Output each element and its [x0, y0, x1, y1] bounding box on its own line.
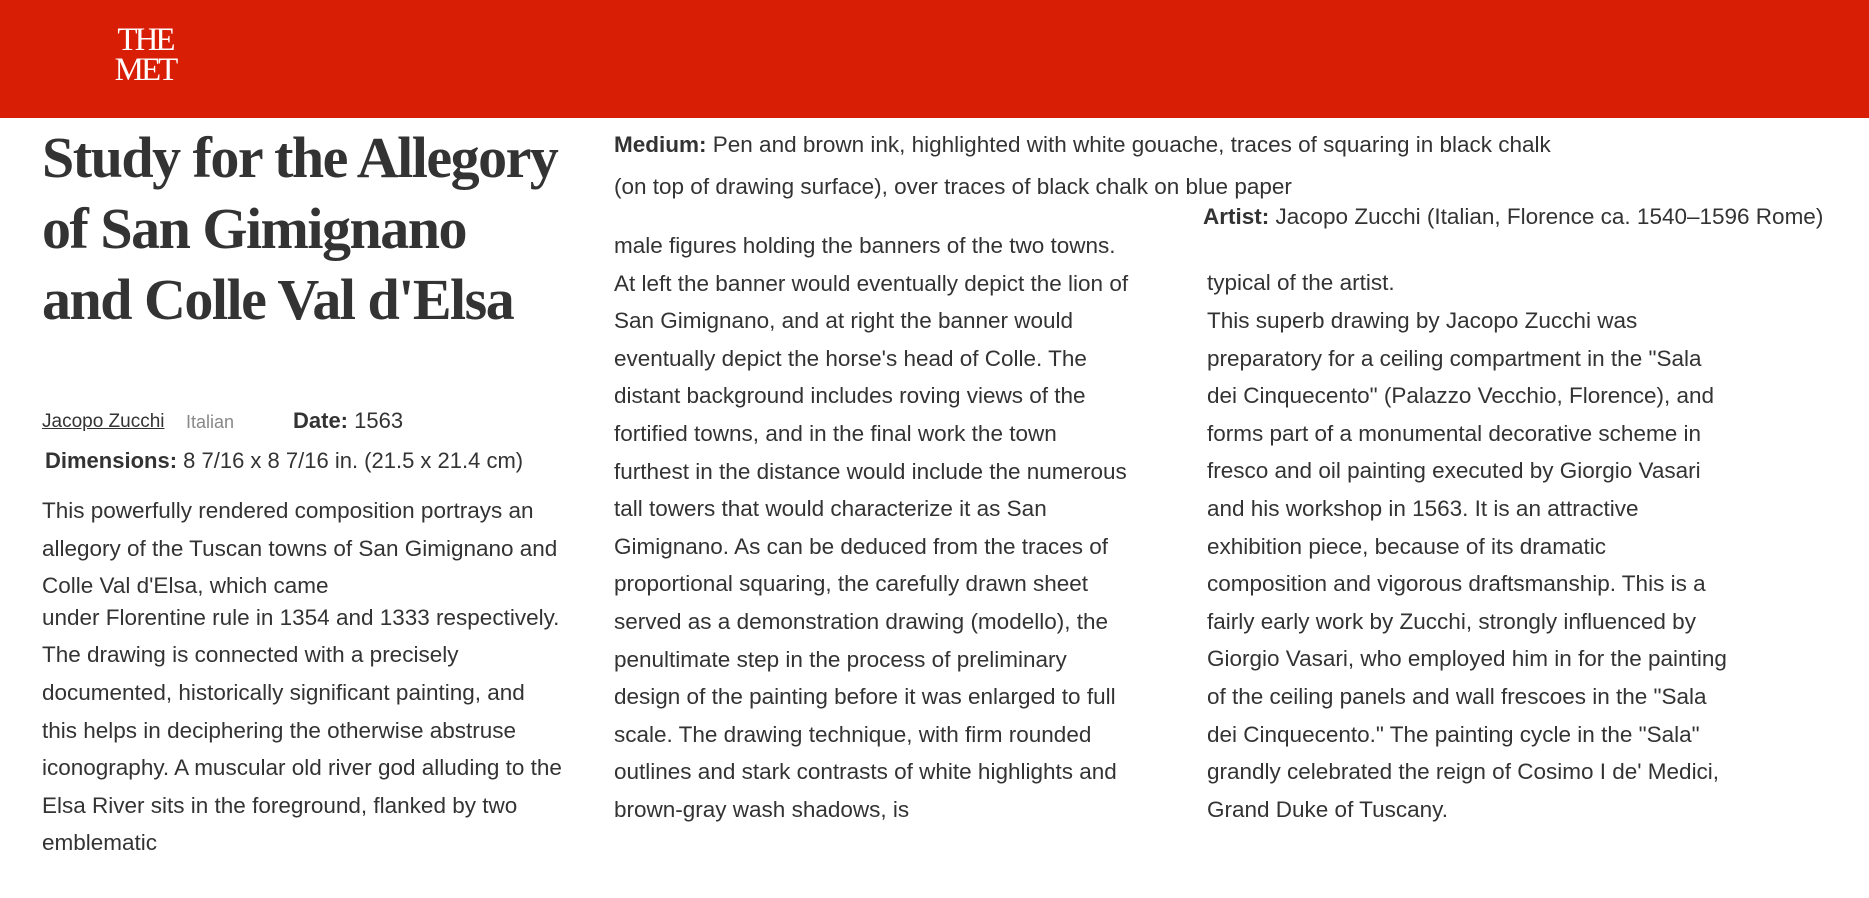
description-col2: male figures holding the banners of the two towns. At left the banner would eventually depict the lion of San Gimignano, and at right the banner would eventually depict the horse's head of Colle. The distant background includes roving views of the fortified towns, and in the final work the town furthest in the distance would include the numerous tall towers that would characterize it as San Gimignano. As can be deduced from the traces of proportional squaring, the carefully drawn sheet served as a demonstration drawing (modello), the penultimate step in the process of preliminary design of the painting before it was enlarged to full scale. The drawing technique, with firm rounded outlines and stark contrasts of white highlights and brown-gray wash shadows, is	[614, 233, 1129, 822]
site-header	[0, 0, 1869, 118]
artwork-title: Study for the Allegory of San Gimignano and Colle Val d'Elsa	[42, 125, 558, 332]
artist-link[interactable]: Jacopo Zucchi	[42, 411, 165, 432]
date-label: Date:	[293, 408, 349, 433]
medium-value: Pen and brown ink, highlighted with white gouache, traces of squaring in black chalk (on top of drawing surface), over traces of black chalk on blue paper	[614, 132, 1551, 199]
artist-value: Jacopo Zucchi (Italian, Florence ca. 1540–1596 Rome)	[1275, 204, 1824, 229]
logo-line-2: MET	[114, 52, 176, 88]
description-column-3-tail	[1207, 264, 1727, 302]
description-col1-part2: under Florentine rule in 1354 and 1333 respectively. The drawing is connected with a precisely documented, historically significant painting, and this helps in deciphering the otherwise abstruse iconography. A muscular old river god alluding to the Elsa River sits in the foreground, flanked by two emblematic	[42, 604, 562, 856]
dimensions-value: 8 7/16 x 8 7/16 in. (21.5 x 21.4 cm)	[183, 448, 524, 473]
description-col3-tail: typical of the artist.	[1207, 270, 1395, 295]
artist-field	[1203, 201, 1869, 233]
artist-label: Artist:	[1203, 204, 1270, 229]
logo-line-1: THE	[117, 22, 173, 58]
date-field	[293, 407, 403, 435]
met-logo[interactable]	[114, 22, 176, 88]
dimensions-label: Dimensions:	[45, 448, 178, 473]
description-column-3	[1207, 302, 1727, 828]
description-col3-para2: This superb drawing by Jacopo Zucchi was preparatory for a ceiling compartment in the "Sala dei Cinquecento" (Palazzo Vecchio, Florence), and forms part of a monumental decorative scheme in fresco and oil painting executed by Giorgio Vasari and his workshop in 1563. It is an attractive exhibition piece, because of its dramatic composition and vigorous draftsmanship. This is a fairly early work by Zucchi, strongly influenced by Giorgio Vasari, who employed him in for the painting of the ceiling panels and wall frescoes in the "Sala dei Cinquecento." The painting cycle in the "Sala" grandly celebrated the reign of Cosimo I de' Medici, Grand Duke of Tuscany.	[1207, 308, 1727, 822]
dimensions-field	[45, 447, 523, 475]
medium-label: Medium:	[614, 132, 707, 157]
date-value: 1563	[354, 408, 404, 433]
medium-field	[614, 124, 1574, 208]
artist-nationality: Italian	[186, 412, 235, 432]
description-col1-part1: This powerfully rendered composition portrays an allegory of the Tuscan towns of San Gimignano and Colle Val d'Elsa, which came	[42, 498, 558, 599]
description-column-1	[42, 492, 562, 862]
description-column-2	[614, 227, 1134, 829]
